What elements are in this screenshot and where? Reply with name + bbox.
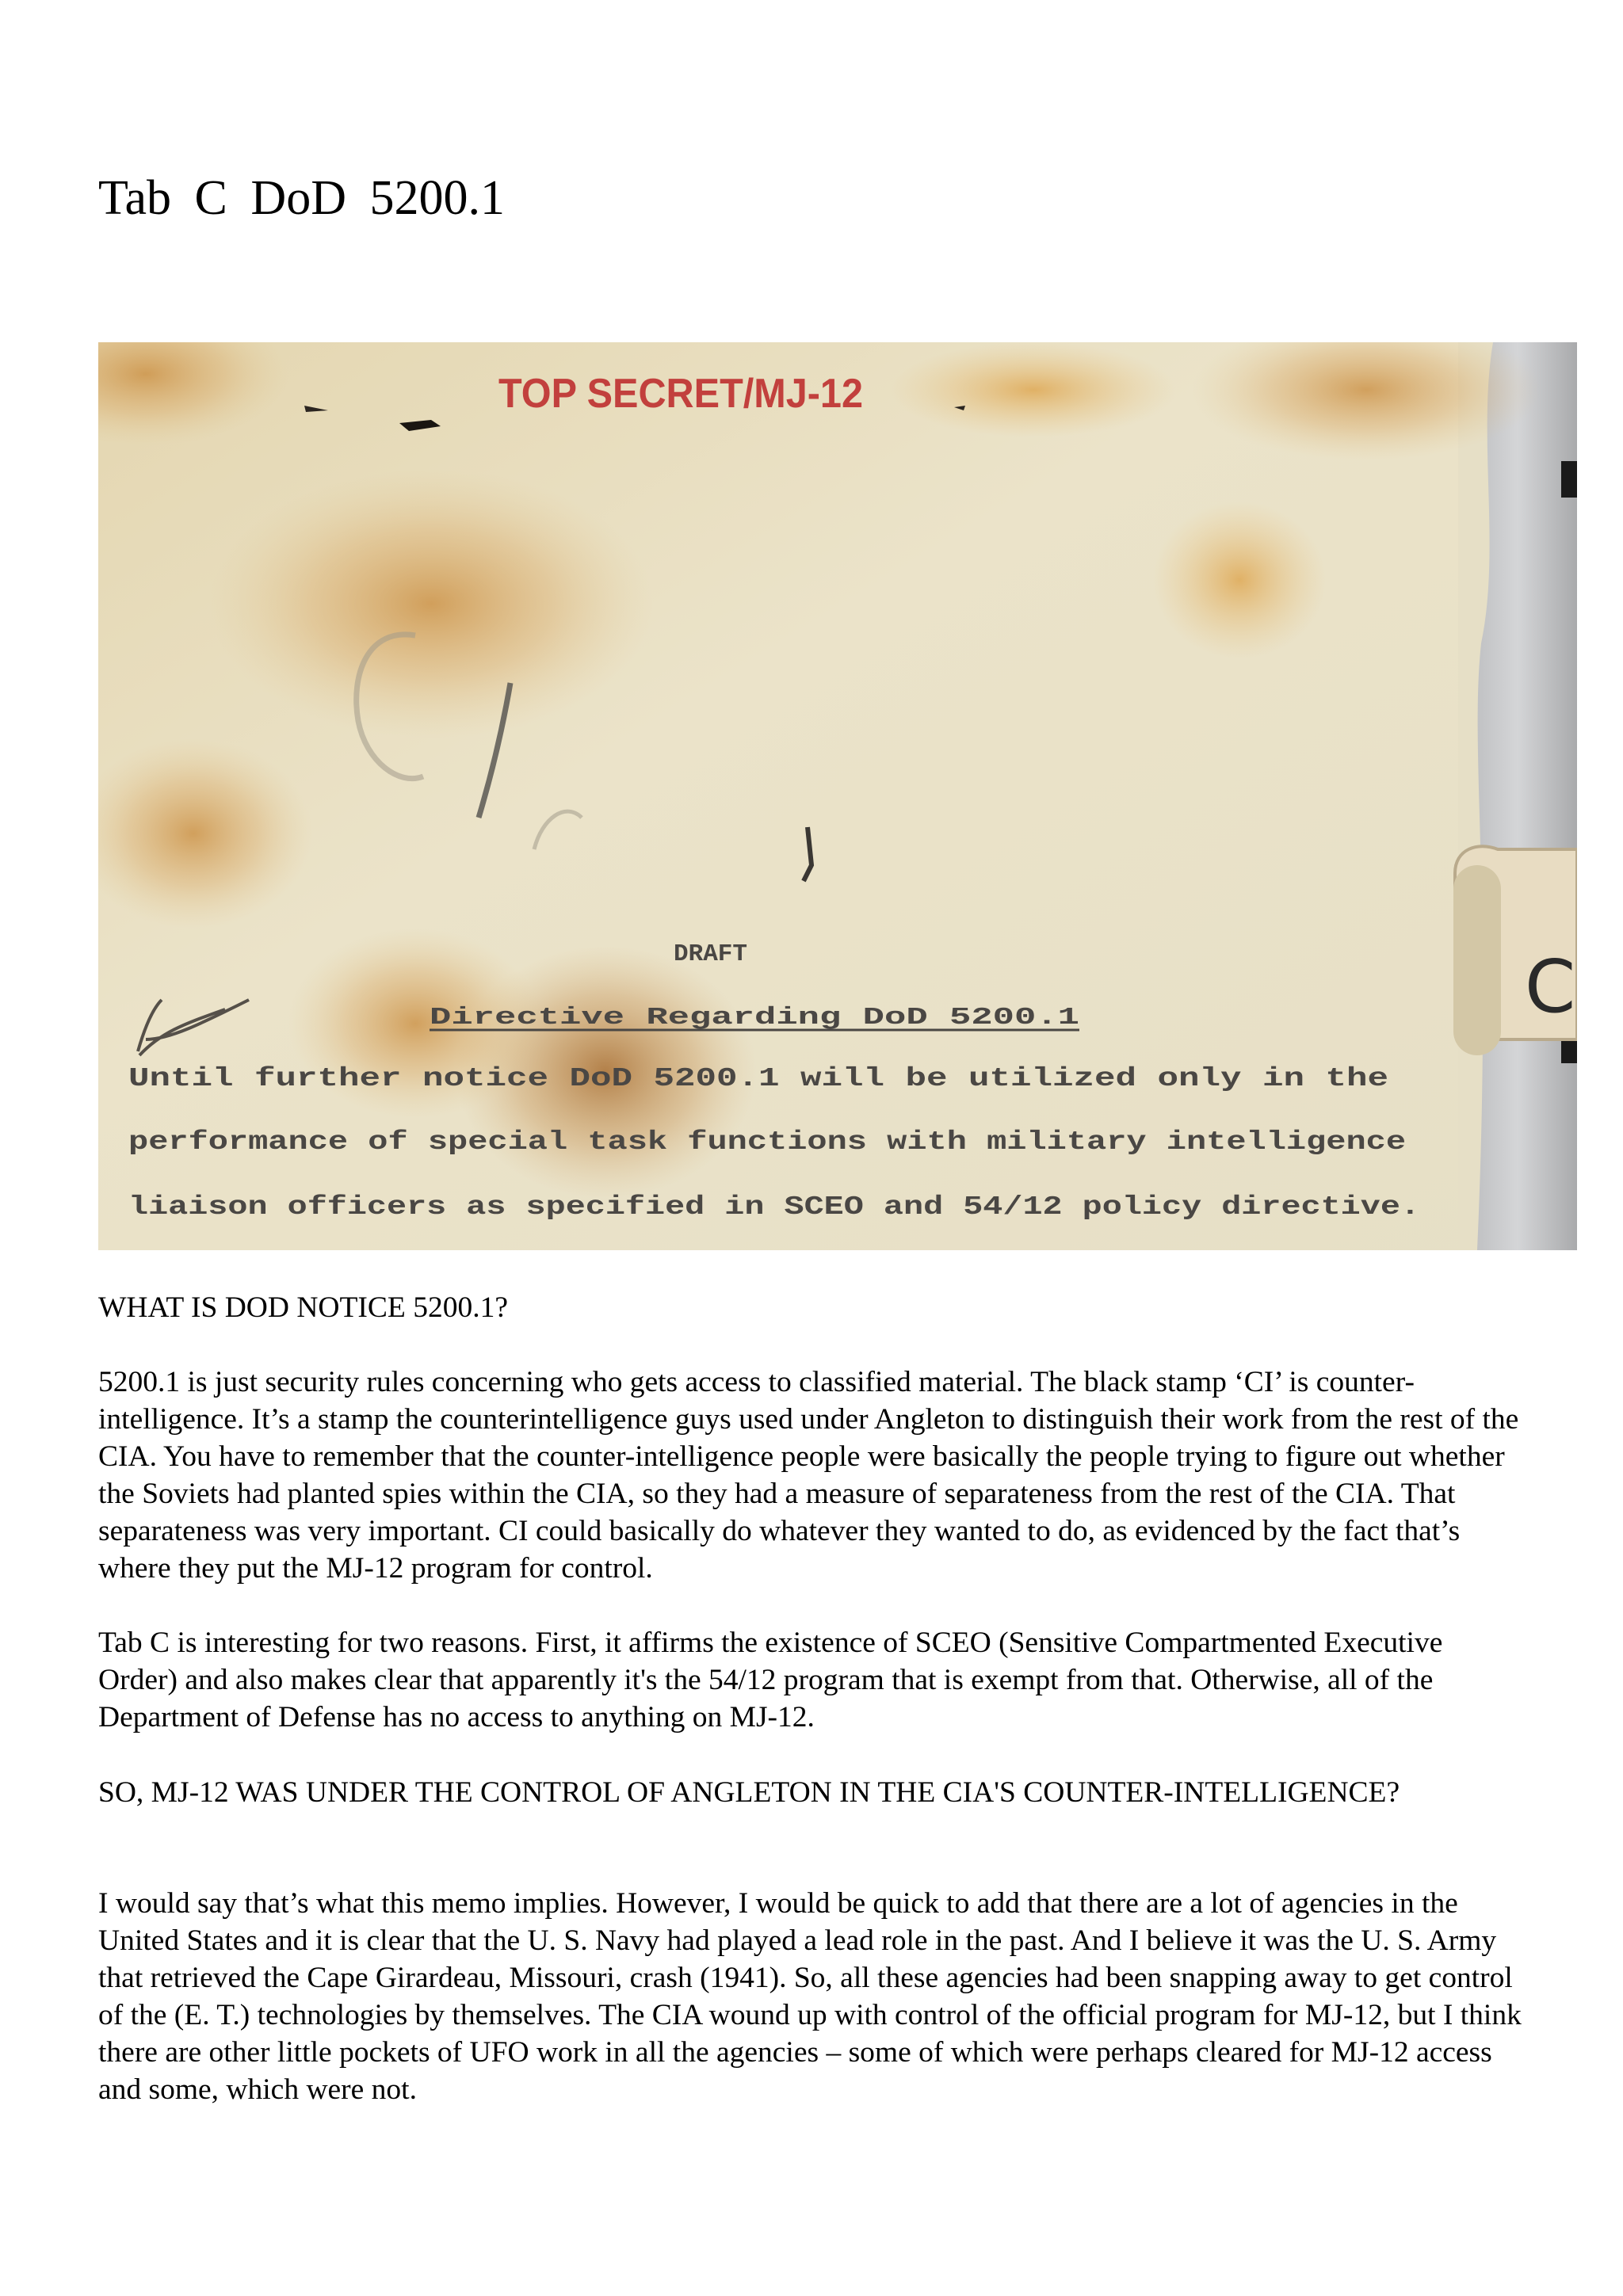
draft-label: DRAFT bbox=[674, 940, 748, 968]
question-heading-1: WHAT IS DOD NOTICE 5200.1? bbox=[98, 1291, 508, 1324]
page-title: Tab C DoD 5200.1 bbox=[98, 171, 505, 225]
answer-paragraph-3: I would say that’s what this memo implies. However, I would be quick to add that there are a lot of agencies in the United States and it is clear that the U. S. Navy had played a lead role in the past. And I believe it was the U. S. Army that retrieved the Cape Girardeau, Missouri, crash (1941). So, all these agencies had been snapping away to get control of the (E. T.) technologies by themselves. The CIA wound up with control of the official program for MJ-12, but I think there are other little pockets of UFO work in all the agencies – some of which were perhaps cleared for MJ-12 access and some, which were not. bbox=[98, 1887, 1522, 2106]
answer-paragraph-1: 5200.1 is just security rules concerning who gets access to classified material. The black stamp ‘CI’ is counter-intelligence. It’s a stamp the counterintelligence guys used under Angleton to distinguish their work from the rest of the CIA. You have to remember that the counter-intelligence people were basically the people trying to figure out whether the Soviets had planted spies within the CIA, so they had a measure of separateness from the rest of the CIA. That separateness was very important. CI could basically do whatever they wanted to do, as evidenced by the fact that’s where they put the MJ-12 program for control. bbox=[98, 1366, 1519, 1585]
folder-tab-letter: C bbox=[1525, 944, 1576, 1029]
answer-paragraph-2: Tab C is interesting for two reasons. First, it affirms the existence of SCEO (Sensitive Compartmented Executive Order) and also makes clear that apparently it's the 54/12 program that is exempt from that. Otherwise, all of the Department of Defense has no access to anything on MJ-12. bbox=[98, 1627, 1443, 1733]
top-secret-stamp: TOP SECRET/MJ-12 bbox=[498, 371, 863, 417]
directive-line-3: liaison officers as specified in SCEO and 54/12 policy directive. bbox=[128, 1192, 1420, 1222]
directive-heading: Directive Regarding DoD 5200.1 bbox=[430, 1004, 1079, 1032]
question-heading-2: SO, MJ-12 WAS UNDER THE CONTROL OF ANGLETON IN THE CIA'S COUNTER-INTELLIGENCE? bbox=[98, 1776, 1400, 1809]
directive-line-2: performance of special task functions with military intelligence bbox=[128, 1127, 1406, 1157]
directive-line-1: Until further notice DoD 5200.1 will be utilized only in the bbox=[128, 1064, 1388, 1093]
document-photo bbox=[98, 342, 1577, 1250]
